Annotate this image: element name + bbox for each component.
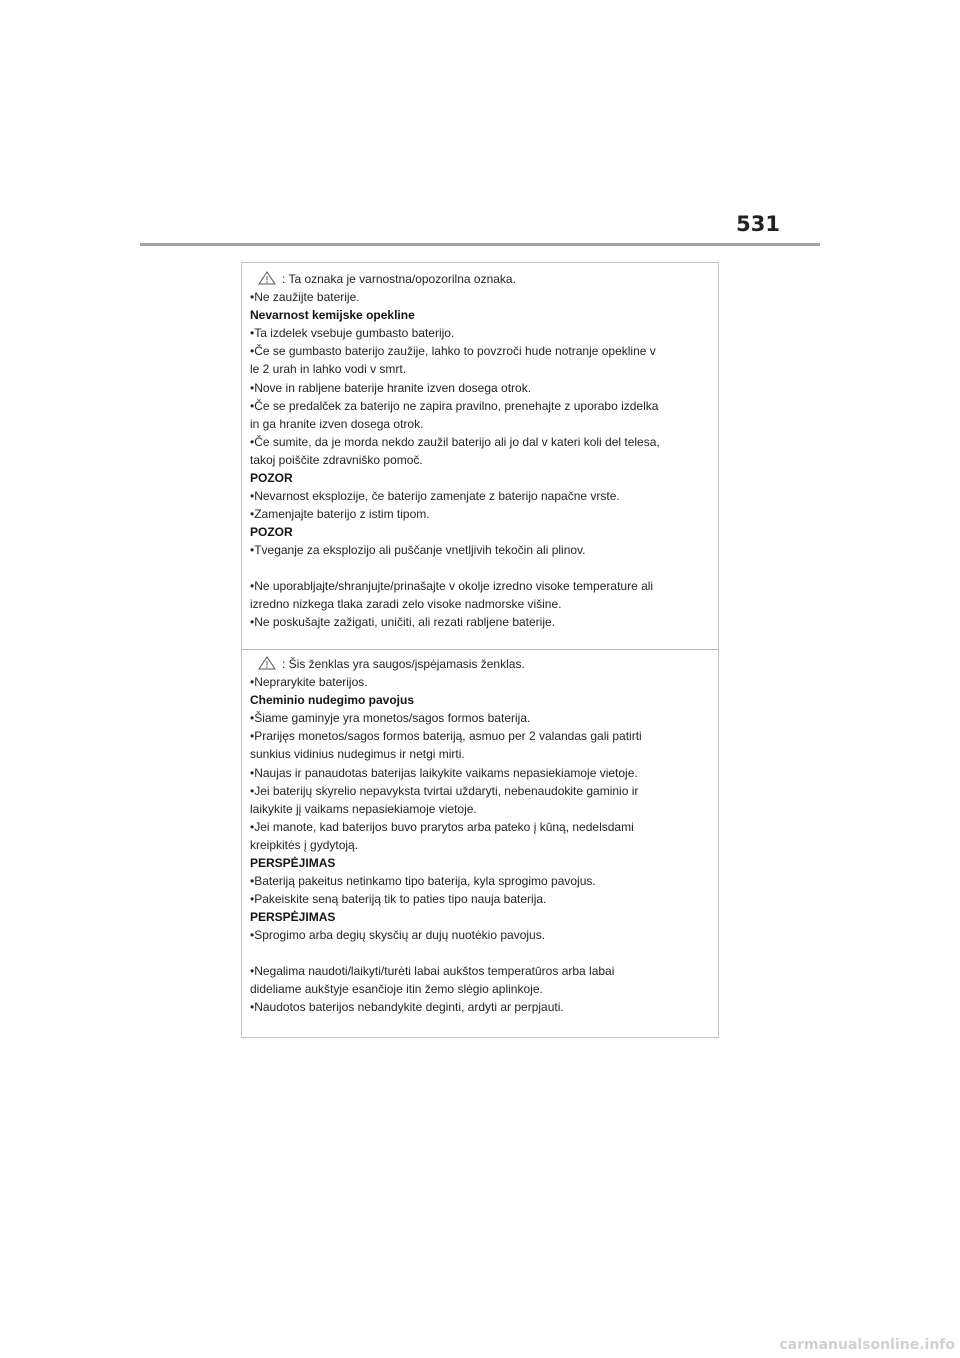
notice-text: •Jei baterijų skyrelio nepavyksta tvirtai uždaryti, nebenaudokite gaminio ir	[250, 783, 639, 798]
notice-text: kreipkitės į gydytoją.	[250, 837, 359, 852]
notice-text: : Ta oznaka je varnostna/opozorilna oznaka.	[282, 272, 516, 286]
notice-text: PERSPĖJIMAS	[250, 856, 336, 871]
notice-line	[250, 782, 712, 800]
notice-line	[250, 288, 712, 306]
notice-text: •Pakeiskite seną bateriją tik to paties tipo nauja baterija.	[250, 892, 547, 907]
warning-triangle-icon	[258, 656, 276, 670]
notice-text: •Zamenjajte baterijo z istim tipom.	[250, 507, 430, 522]
notice-text: •Sprogimo arba degių skysčių ar dujų nuotėkio pavojus.	[250, 928, 546, 943]
notice-text: izredno nizkega tlaka zaradi zelo visoke nadmorske višine.	[250, 596, 562, 611]
notice-line	[250, 962, 712, 980]
notice-line	[250, 836, 712, 854]
paragraph-gap	[250, 560, 712, 577]
notice-line	[250, 451, 712, 469]
notice-text: POZOR	[250, 525, 293, 540]
notice-text: laikykite jį vaikams nepasiekiamoje vietoje.	[250, 801, 477, 816]
notice-line	[250, 800, 712, 818]
notice-line	[250, 727, 712, 745]
notice-line	[250, 872, 712, 890]
notice-line	[250, 577, 712, 595]
notice-line	[250, 595, 712, 613]
page-number: 531	[736, 212, 780, 236]
notice-text: •Tveganje za eksplozijo ali puščanje vnetljivih tekočin ali plinov.	[250, 543, 586, 558]
header-rule	[140, 243, 820, 246]
notice-heading	[250, 469, 712, 487]
warning-section-slovenian	[250, 270, 712, 631]
notice-text: •Jei manote, kad baterijos buvo prarytos arba pateko į kūną, nedelsdami	[250, 819, 634, 834]
notice-line	[250, 397, 712, 415]
notice-text: •Ne poskušajte zažigati, uničiti, ali rezati rabljene baterije.	[250, 614, 556, 629]
notice-line	[250, 613, 712, 631]
notice-text: •Naujas ir panaudotas baterijas laikykite vaikams nepasiekiamoje vietoje.	[250, 765, 638, 780]
notice-line	[250, 487, 712, 505]
notice-text: •Prarijęs monetos/sagos formos bateriją, asmuo per 2 valandas gali patirti	[250, 729, 642, 744]
notice-line	[250, 745, 712, 763]
notice-line	[250, 433, 712, 451]
notice-text: •Če sumite, da je morda nekdo zaužil baterijo ali jo dal v kateri koli del telesa,	[250, 434, 660, 449]
notice-text: sunkius vidinius nudegimus ir netgi mirti.	[250, 747, 465, 762]
notice-line	[250, 926, 712, 944]
warning-section-lithuanian	[250, 655, 712, 1016]
notice-line	[250, 324, 712, 342]
notice-text: •Ta izdelek vsebuje gumbasto baterijo.	[250, 326, 455, 341]
notice-line	[250, 890, 712, 908]
notice-line	[250, 818, 712, 836]
notice-heading	[250, 523, 712, 541]
notice-text: takoj poiščite zdravniško pomoč.	[250, 452, 423, 467]
notice-line	[250, 764, 712, 782]
notice-line	[250, 505, 712, 523]
notice-text: •Neprarykite baterijos.	[250, 675, 368, 690]
notice-line	[250, 379, 712, 397]
notice-text: •Negalima naudoti/laikyti/turėti labai aukštos temperatūros arba labai	[250, 963, 615, 978]
notice-heading	[250, 691, 712, 709]
notice-text: Cheminio nudegimo pavojus	[250, 693, 415, 708]
notice-text: •Ne zaužijte baterije.	[250, 290, 360, 305]
notice-line	[250, 709, 712, 727]
notice-line	[250, 360, 712, 378]
box-divider	[241, 649, 719, 650]
notice-heading	[250, 854, 712, 872]
notice-text: : Šis ženklas yra saugos/įspėjamasis ženklas.	[282, 657, 525, 671]
notice-heading	[250, 908, 712, 926]
notice-heading	[250, 306, 712, 324]
notice-text: PERSPĖJIMAS	[250, 910, 336, 925]
notice-line	[250, 998, 712, 1016]
notice-text: POZOR	[250, 471, 293, 486]
notice-text: •Nove in rabljene baterije hranite izven dosega otrok.	[250, 380, 532, 395]
notice-text: •Če se gumbasto baterijo zaužije, lahko to povzroči hude notranje opekline v	[250, 344, 656, 359]
notice-text: in ga hranite izven dosega otrok.	[250, 416, 424, 431]
notice-text: •Ne uporabljajte/shranjujte/prinašajte v okolje izredno visoke temperature ali	[250, 578, 654, 593]
notice-line	[250, 415, 712, 433]
notice-line	[250, 541, 712, 559]
notice-text: •Naudotos baterijos nebandykite deginti, ardyti ar perpjauti.	[250, 999, 564, 1014]
notice-text: le 2 urah in lahko vodi v smrt.	[250, 362, 407, 377]
notice-line	[250, 673, 712, 691]
notice-text: •Šiame gaminyje yra monetos/sagos formos baterija.	[250, 711, 531, 726]
notice-text: •Bateriją pakeitus netinkamo tipo baterija, kyla sprogimo pavojus.	[250, 874, 596, 889]
warning-symbol-line	[250, 270, 712, 288]
notice-line	[250, 342, 712, 360]
watermark: carmanualsonline.info	[779, 1337, 955, 1353]
paragraph-gap	[250, 945, 712, 962]
notice-text: Nevarnost kemijske opekline	[250, 308, 415, 323]
warning-symbol-line	[250, 655, 712, 673]
notice-text: dideliame aukštyje esančioje itin žemo slėgio aplinkoje.	[250, 981, 543, 996]
warning-triangle-icon	[258, 271, 276, 285]
notice-text: •Če se predalček za baterijo ne zapira pravilno, prenehajte z uporabo izdelka	[250, 398, 659, 413]
notice-line	[250, 980, 712, 998]
notice-text: •Nevarnost eksplozije, če baterijo zamenjate z baterijo napačne vrste.	[250, 489, 620, 504]
